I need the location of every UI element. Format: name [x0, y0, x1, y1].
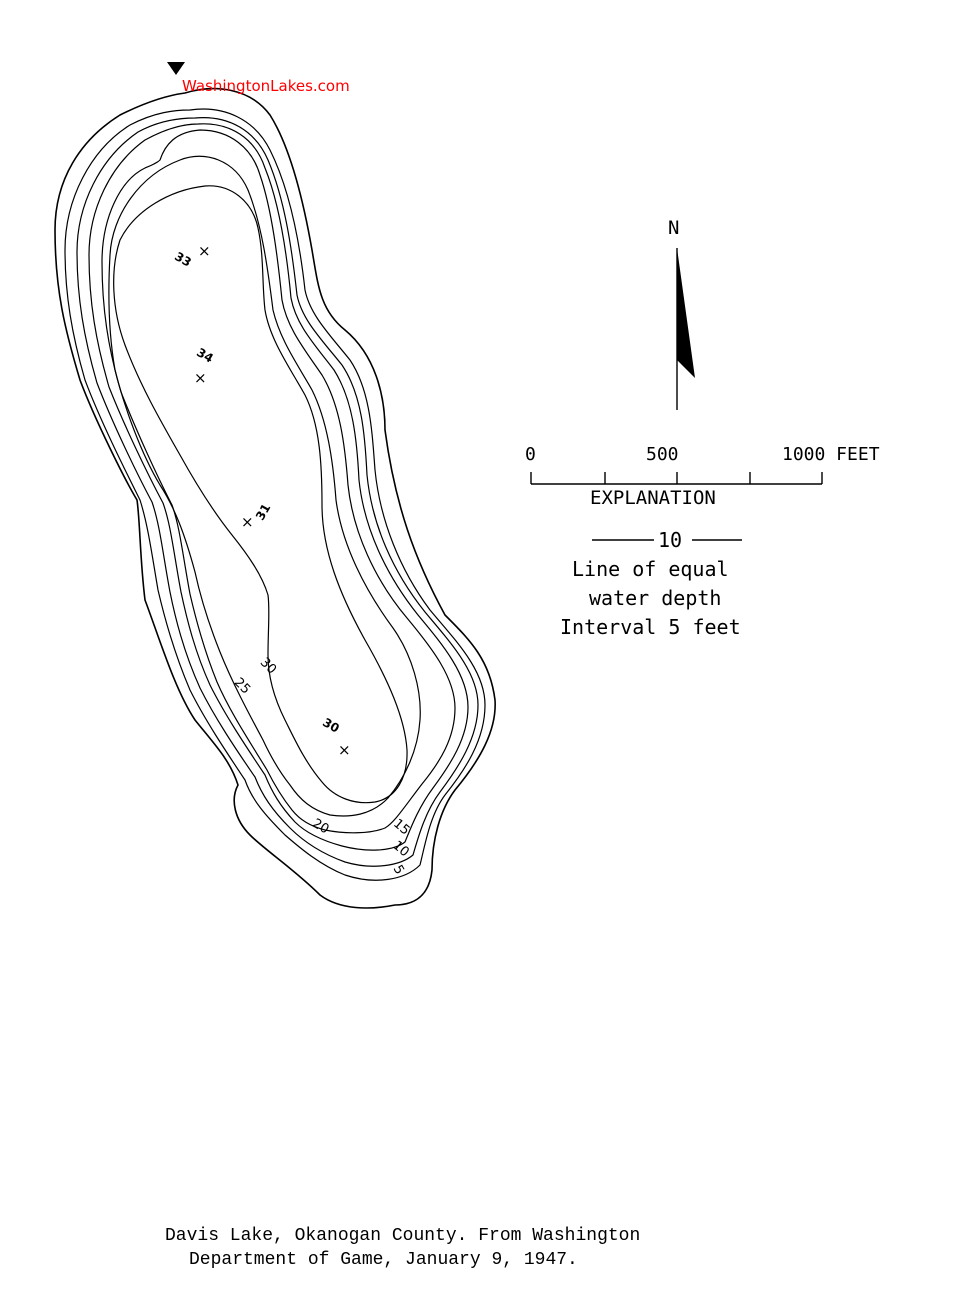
legend-sample-value: 10 — [658, 528, 683, 552]
contour-label: 5 — [389, 862, 407, 878]
contour-5 — [65, 109, 485, 880]
sounding-label: 33 — [172, 249, 194, 270]
contour-label: 25 — [230, 675, 254, 698]
explanation-line-3: Interval 5 feet — [560, 615, 741, 639]
sounding-label: 31 — [252, 501, 274, 523]
north-arrow-icon — [677, 248, 695, 378]
explanation-line-2: water depth — [589, 586, 722, 610]
sounding-mark-icon: × — [338, 741, 351, 759]
contour-label: 20 — [309, 816, 332, 838]
sounding-label: 30 — [320, 715, 342, 736]
contour-label: 30 — [256, 655, 280, 678]
contour-15 — [89, 124, 468, 850]
sounding-mark-icon: × — [241, 513, 254, 531]
scale-label-1000: 1000 FEET — [782, 444, 880, 465]
explanation-line-1: Line of equal — [572, 557, 729, 581]
sounding-mark-icon: × — [194, 369, 207, 387]
caption-line-1: Davis Lake, Okanogan County. From Washington — [165, 1226, 641, 1246]
north-label: N — [668, 217, 680, 239]
scale-label-0: 0 — [525, 444, 536, 465]
contour-20 — [102, 130, 455, 833]
watermark: WashingtonLakes.com — [182, 77, 350, 95]
contour-label: 15 — [390, 816, 413, 839]
scale-label-500: 500 — [646, 444, 679, 465]
contour-30 — [114, 186, 407, 803]
scale-bar — [531, 472, 822, 484]
boat-launch-marker-icon — [167, 62, 185, 75]
contour-label: 10 — [389, 838, 412, 861]
contour-10 — [77, 118, 478, 867]
caption-line-2: Department of Game, January 9, 1947. — [189, 1250, 578, 1270]
sounding-mark-icon: × — [198, 242, 211, 260]
explanation-title: EXPLANATION — [590, 487, 716, 509]
contour-25 — [109, 156, 420, 816]
sounding-label: 34 — [194, 345, 216, 366]
